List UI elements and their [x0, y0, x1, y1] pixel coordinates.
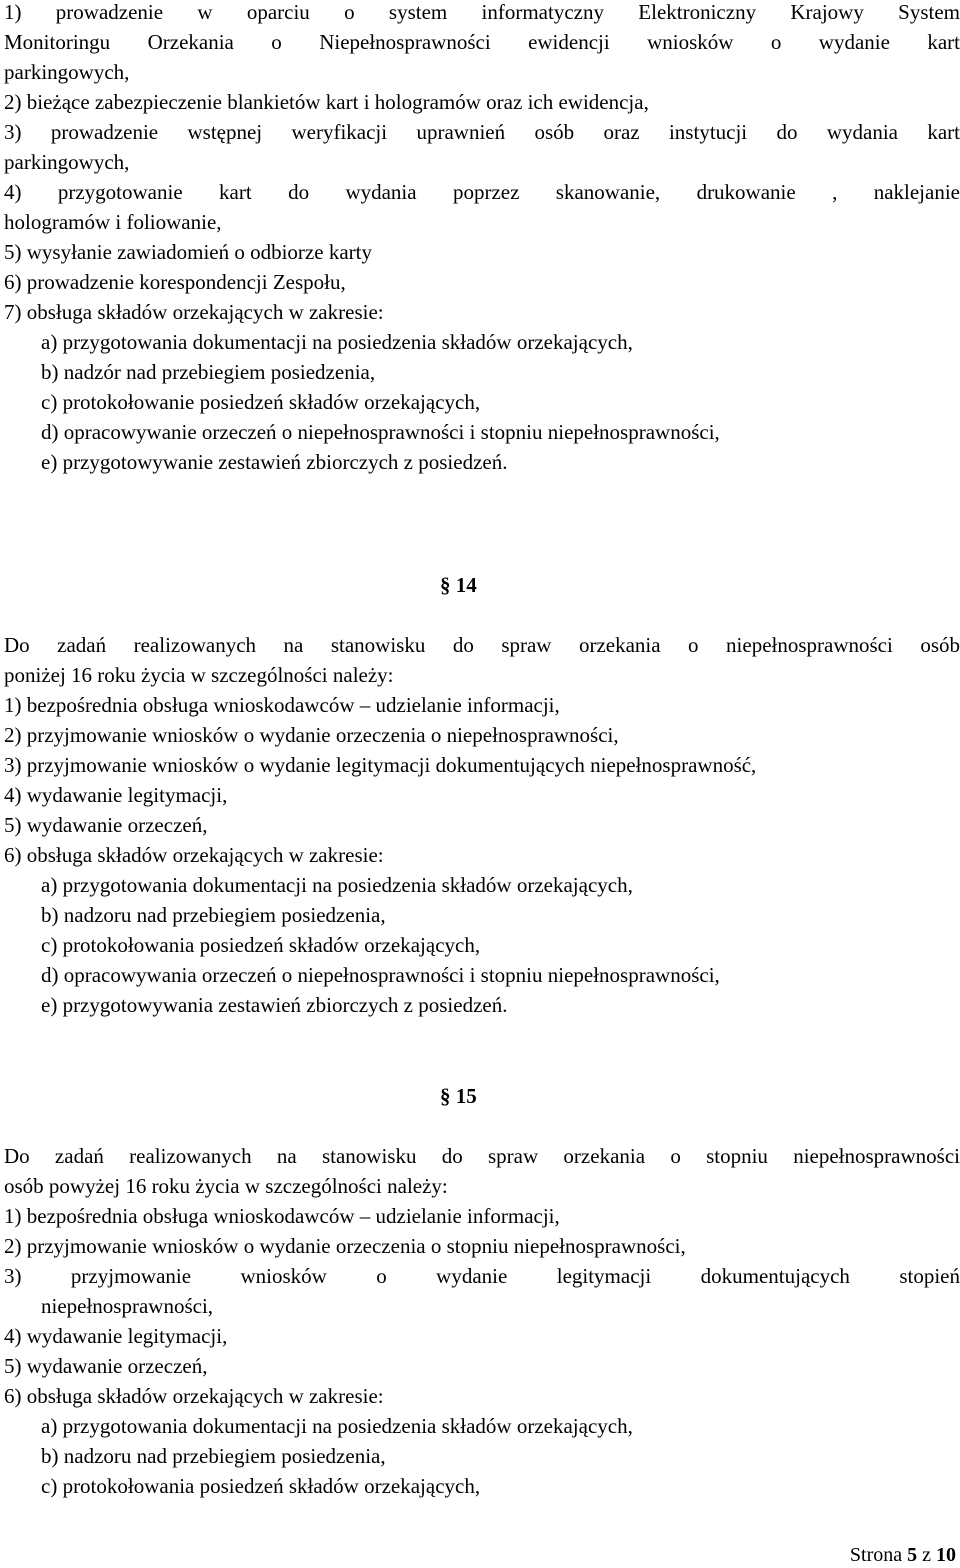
text-line: 3) przyjmowanie wniosków o wydanie legitymacji dokumentujących niepełnosprawność,	[4, 753, 757, 777]
text-line: Monitoringu Orzekania o Niepełnosprawności ewidencji wniosków o wydanie kart	[4, 30, 960, 54]
text-line: 1) bezpośrednia obsługa wnioskodawców – udzielanie informacji,	[4, 1204, 560, 1228]
text-line: osób powyżej 16 roku życia w szczególności należy:	[4, 1174, 448, 1198]
text-line: parkingowych,	[4, 150, 130, 174]
text-line: 4) przygotowanie kart do wydania poprzez skanowanie, drukowanie , naklejanie	[4, 180, 960, 204]
text-line: 1) bezpośrednia obsługa wnioskodawców – udzielanie informacji,	[4, 693, 560, 717]
text-line: 1) prowadzenie w oparciu o system informatyczny Elektroniczny Krajowy System	[4, 0, 960, 24]
text-line: b) nadzór nad przebiegiem posiedzenia,	[41, 360, 376, 384]
text-line: poniżej 16 roku życia w szczególności należy:	[4, 663, 394, 687]
page-footer	[850, 1542, 956, 1568]
text-line: 2) bieżące zabezpieczenie blankietów kart i hologramów oraz ich ewidencja,	[4, 90, 649, 114]
text-line: niepełnosprawności,	[41, 1294, 214, 1318]
text-line: 4) wydawanie legitymacji,	[4, 1324, 228, 1348]
section-heading: § 14	[440, 573, 477, 597]
total-pages-number: 10	[936, 1544, 956, 1566]
footer-prefix: Strona	[849, 1544, 908, 1566]
text-line: a) przygotowania dokumentacji na posiedzenia składów orzekających,	[41, 873, 633, 897]
text-line: Do zadań realizowanych na stanowisku do spraw orzekania o stopniu niepełnosprawności	[4, 1144, 960, 1168]
text-line: Do zadań realizowanych na stanowisku do spraw orzekania o niepełnosprawności osób	[4, 633, 960, 657]
text-line: 2) przyjmowanie wniosków o wydanie orzeczenia o stopniu niepełnosprawności,	[4, 1234, 686, 1258]
text-line: c) protokołowania posiedzeń składów orzekających,	[41, 933, 481, 957]
text-line: 6) obsługa składów orzekających w zakresie:	[4, 843, 384, 867]
current-page-number: 5	[907, 1544, 918, 1566]
text-line: e) przygotowywanie zestawień zbiorczych z posiedzeń.	[41, 450, 508, 474]
text-line: 3) prowadzenie wstępnej weryfikacji uprawnień osób oraz instytucji do wydania kart	[4, 120, 960, 144]
text-line: 6) prowadzenie korespondencji Zespołu,	[4, 270, 346, 294]
text-line: a) przygotowania dokumentacji na posiedzenia składów orzekających,	[41, 330, 633, 354]
text-line: 2) przyjmowanie wniosków o wydanie orzeczenia o niepełnosprawności,	[4, 723, 619, 747]
text-line: d) opracowywania orzeczeń o niepełnosprawności i stopniu niepełnosprawności,	[41, 963, 720, 987]
text-line: c) protokołowanie posiedzeń składów orzekających,	[41, 390, 481, 414]
text-line: a) przygotowania dokumentacji na posiedzenia składów orzekających,	[41, 1414, 633, 1438]
section-heading: § 15	[440, 1084, 477, 1108]
text-line: 4) wydawanie legitymacji,	[4, 783, 228, 807]
text-line: b) nadzoru nad przebiegiem posiedzenia,	[41, 1444, 386, 1468]
text-line: d) opracowywanie orzeczeń o niepełnosprawności i stopniu niepełnosprawności,	[41, 420, 720, 444]
text-line: 5) wydawanie orzeczeń,	[4, 813, 208, 837]
text-line: 5) wydawanie orzeczeń,	[4, 1354, 208, 1378]
text-line: parkingowych,	[4, 60, 130, 84]
text-line: 5) wysyłanie zawiadomień o odbiorze karty	[4, 240, 372, 264]
footer-separator: z	[917, 1544, 936, 1566]
text-line: 7) obsługa składów orzekających w zakresie:	[4, 300, 384, 324]
text-line: 6) obsługa składów orzekających w zakresie:	[4, 1384, 384, 1408]
text-line: e) przygotowywania zestawień zbiorczych z posiedzeń.	[41, 993, 508, 1017]
text-line: c) protokołowania posiedzeń składów orzekających,	[41, 1474, 481, 1498]
text-line: hologramów i foliowanie,	[4, 210, 222, 234]
text-line: b) nadzoru nad przebiegiem posiedzenia,	[41, 903, 386, 927]
text-line: 3) przyjmowanie wniosków o wydanie legitymacji dokumentujących stopień	[4, 1264, 960, 1288]
